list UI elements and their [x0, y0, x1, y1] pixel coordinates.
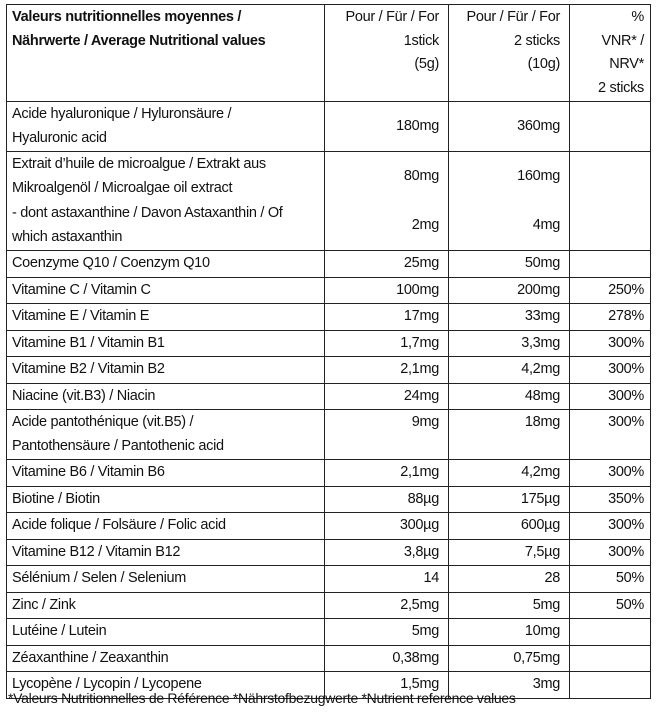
- amount-one-stick: 2,1mg: [325, 460, 449, 487]
- nrv-percent: 300%: [570, 330, 651, 357]
- amount-one-stick: 17mg: [325, 304, 449, 331]
- header-title-line: Valeurs nutritionnelles moyennes /: [12, 9, 242, 25]
- nutrient-name: Vitamine E / Vitamin E: [7, 304, 325, 331]
- table-row: [7, 410, 651, 460]
- amount-one-stick: 9mg: [325, 410, 449, 460]
- amount-one-stick: 80mg: [325, 152, 449, 202]
- amount-two-sticks: 200mg: [449, 277, 570, 304]
- footnote: *Valeurs Nutritionnelles de Référence *Nährstofbezugwerte *Nutrient reference values: [8, 690, 516, 706]
- nutrient-name-line: Extrait d’huile de microalgue / Extrakt aus: [12, 156, 266, 172]
- table-row: [7, 201, 651, 251]
- amount-one-stick: 1,7mg: [325, 330, 449, 357]
- amount-one-stick: 2,1mg: [325, 357, 449, 384]
- header-cell-line: 2 sticks: [598, 79, 644, 96]
- nutrient-name: [7, 410, 325, 460]
- table-row: [7, 619, 651, 646]
- nrv-percent: [570, 645, 651, 672]
- nrv-percent: [570, 619, 651, 646]
- table-row: [7, 513, 651, 540]
- nrv-percent: 300%: [570, 383, 651, 410]
- amount-one-stick: 2mg: [325, 201, 449, 251]
- header-per-stick: [325, 5, 449, 102]
- amount-two-sticks: 50mg: [449, 251, 570, 278]
- header-cell-line: Pour / Für / For: [345, 9, 439, 25]
- nutrient-name: Lycopène / Lycopin / Lycopene: [7, 672, 325, 699]
- nutrient-name: [7, 201, 325, 251]
- amount-two-sticks: 33mg: [449, 304, 570, 331]
- table-row: [7, 566, 651, 593]
- nrv-percent: [570, 201, 651, 251]
- nrv-percent: 350%: [570, 486, 651, 513]
- nutrient-name: Sélénium / Selen / Selenium: [7, 566, 325, 593]
- nutrient-name-line: Acide hyaluronique / Hyluronsäure /: [12, 106, 232, 122]
- nutrient-name: Lutéine / Lutein: [7, 619, 325, 646]
- header-cell-line: Pour / Für / For: [466, 9, 560, 25]
- table-row: [7, 539, 651, 566]
- nrv-percent: 278%: [570, 304, 651, 331]
- amount-two-sticks: 28: [449, 566, 570, 593]
- amount-one-stick: 180mg: [325, 102, 449, 152]
- header-cell-line: 2 sticks: [514, 32, 560, 49]
- nrv-percent: 50%: [570, 566, 651, 593]
- header-nrv: [570, 5, 651, 102]
- table-row: [7, 486, 651, 513]
- nrv-percent: [570, 102, 651, 152]
- header-cell-line: (10g): [527, 56, 560, 72]
- amount-one-stick: 14: [325, 566, 449, 593]
- table-row: [7, 330, 651, 357]
- amount-one-stick: 300µg: [325, 513, 449, 540]
- header-cell-line: NRV*: [609, 56, 644, 72]
- amount-two-sticks: 48mg: [449, 383, 570, 410]
- header-row: [7, 5, 651, 102]
- nutrient-name: Biotine / Biotin: [7, 486, 325, 513]
- amount-two-sticks: 360mg: [449, 102, 570, 152]
- table-row: [7, 645, 651, 672]
- nutrient-name-line: Mikroalgenöl / Microalgae oil extract: [12, 179, 233, 196]
- amount-two-sticks: 7,5µg: [449, 539, 570, 566]
- table-row: [7, 277, 651, 304]
- nrv-percent: [570, 251, 651, 278]
- header-cell-line: VNR* /: [601, 32, 644, 49]
- nutrition-table: [6, 4, 651, 699]
- amount-two-sticks: 0,75mg: [449, 645, 570, 672]
- nutrient-name: Vitamine B12 / Vitamin B12: [7, 539, 325, 566]
- table-row: [7, 251, 651, 278]
- header-cell-line: %: [631, 9, 644, 25]
- table-row: [7, 460, 651, 487]
- amount-two-sticks: 5mg: [449, 592, 570, 619]
- nutrient-name: Coenzyme Q10 / Coenzym Q10: [7, 251, 325, 278]
- nutrient-name-line: Pantothensäure / Pantothenic acid: [12, 437, 224, 454]
- nutrient-name: Niacine (vit.B3) / Niacin: [7, 383, 325, 410]
- amount-two-sticks: 175µg: [449, 486, 570, 513]
- amount-one-stick: 24mg: [325, 383, 449, 410]
- amount-two-sticks: 160mg: [449, 152, 570, 202]
- header-title-line: Nährwerte / Average Nutritional values: [12, 32, 266, 49]
- nutrient-name: Acide folique / Folsäure / Folic acid: [7, 513, 325, 540]
- nrv-percent: 50%: [570, 592, 651, 619]
- header-title: [7, 5, 325, 102]
- nrv-percent: 300%: [570, 357, 651, 384]
- nrv-percent: 300%: [570, 410, 651, 460]
- nrv-percent: 300%: [570, 539, 651, 566]
- amount-two-sticks: 3,3mg: [449, 330, 570, 357]
- table-row: [7, 357, 651, 384]
- amount-one-stick: 88µg: [325, 486, 449, 513]
- amount-one-stick: 3,8µg: [325, 539, 449, 566]
- nrv-percent: 250%: [570, 277, 651, 304]
- amount-two-sticks: 10mg: [449, 619, 570, 646]
- nutrient-name-line: Acide pantothénique (vit.B5) /: [12, 414, 194, 430]
- nrv-percent: 300%: [570, 513, 651, 540]
- amount-one-stick: 0,38mg: [325, 645, 449, 672]
- table-row: [7, 152, 651, 202]
- nutrient-name: Vitamine B1 / Vitamin B1: [7, 330, 325, 357]
- amount-two-sticks: 3mg: [449, 672, 570, 699]
- amount-one-stick: 2,5mg: [325, 592, 449, 619]
- table-row: [7, 304, 651, 331]
- amount-two-sticks: 600µg: [449, 513, 570, 540]
- nutrient-name: Zinc / Zink: [7, 592, 325, 619]
- nutrient-name: Vitamine B6 / Vitamin B6: [7, 460, 325, 487]
- header-per-two-sticks: [449, 5, 570, 102]
- header-cell-line: 1stick: [403, 32, 439, 49]
- nrv-percent: 300%: [570, 460, 651, 487]
- table-row: [7, 102, 651, 152]
- amount-two-sticks: 4mg: [449, 201, 570, 251]
- amount-two-sticks: 4,2mg: [449, 460, 570, 487]
- amount-one-stick: 100mg: [325, 277, 449, 304]
- nutrient-name: [7, 102, 325, 152]
- amount-two-sticks: 18mg: [449, 410, 570, 460]
- nutrient-name: Zéaxanthine / Zeaxanthin: [7, 645, 325, 672]
- nutrient-name: [7, 152, 325, 202]
- amount-one-stick: 5mg: [325, 619, 449, 646]
- nrv-percent: [570, 672, 651, 699]
- nutrient-name-line: Hyaluronic acid: [12, 129, 107, 146]
- amount-one-stick: 1,5mg: [325, 672, 449, 699]
- nutrient-name: Vitamine B2 / Vitamin B2: [7, 357, 325, 384]
- nutrient-name: Vitamine C / Vitamin C: [7, 277, 325, 304]
- table-row: [7, 383, 651, 410]
- amount-one-stick: 25mg: [325, 251, 449, 278]
- table-row: [7, 592, 651, 619]
- nrv-percent: [570, 152, 651, 202]
- amount-two-sticks: 4,2mg: [449, 357, 570, 384]
- header-cell-line: (5g): [414, 56, 439, 72]
- nutrient-name-line: which astaxanthin: [12, 228, 123, 245]
- nutrient-name-line: - dont astaxanthine / Davon Astaxanthin / Of: [12, 205, 283, 221]
